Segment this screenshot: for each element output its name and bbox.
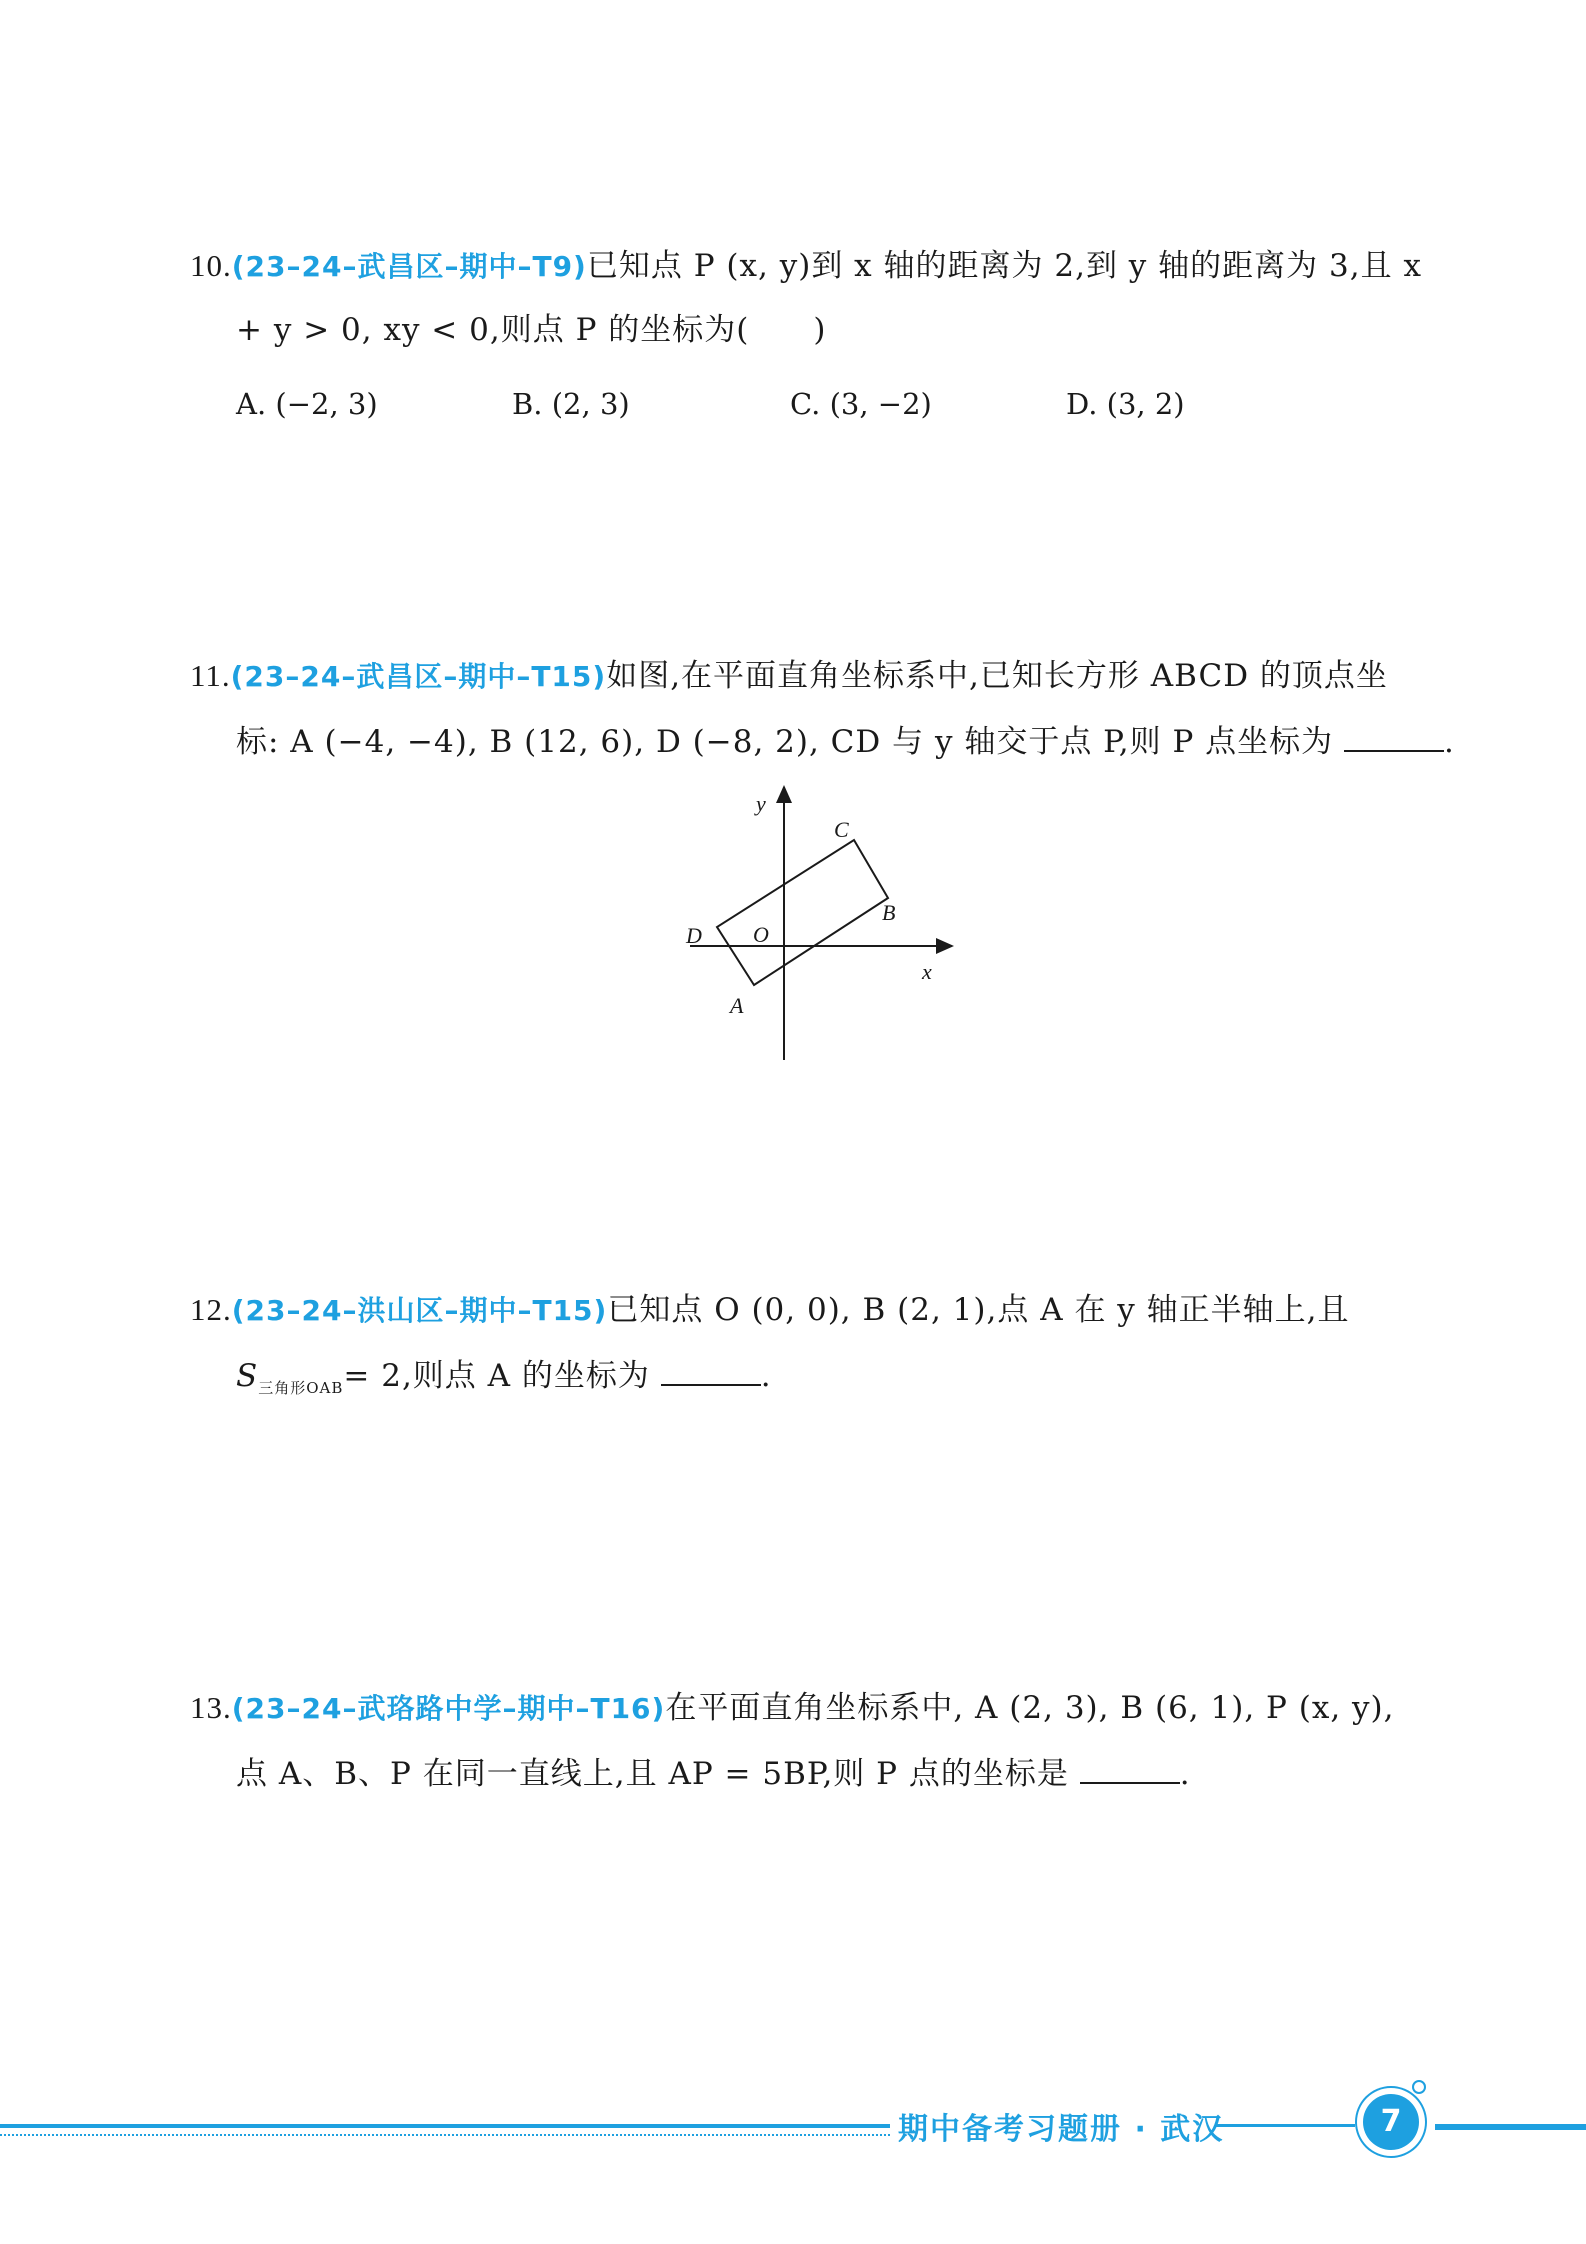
question-11-line2: [236, 722, 1455, 762]
question-text: 已知点 P (x, y)到 x 轴的距离为 2,到 y 轴的距离为 3,且 x: [586, 248, 1422, 284]
question-13-line1: [190, 1688, 1395, 1729]
question-text: 如图,在平面直角坐标系中,已知长方形 ABCD 的顶点坐: [606, 658, 1388, 694]
question-number: 12.: [190, 1292, 232, 1327]
label-x: x: [922, 959, 932, 984]
question-number: 11.: [190, 658, 231, 693]
question-number: 10.: [190, 248, 232, 283]
question-text: 点 A、B、P 在同一直线上,且 AP = 5BP,则 P 点的坐标是: [236, 1756, 1069, 1792]
option-a: A. (−2, 3): [236, 387, 378, 421]
question-text: 在平面直角坐标系中, A (2, 3), B (6, 1), P (x, y),: [665, 1690, 1395, 1726]
badge-dot-icon: [1412, 2080, 1426, 2094]
rectangle-abcd: [717, 840, 888, 985]
question-10-line2: + y > 0, xy < 0,则点 P 的坐标为( ): [236, 312, 827, 348]
label-c: C: [834, 817, 849, 842]
area-symbol: S: [236, 1358, 259, 1394]
answer-blank[interactable]: [1080, 1754, 1180, 1784]
label-d: D: [686, 923, 702, 948]
footer-title: 期中备考习题册 · 武汉: [898, 2112, 1225, 2147]
option-b: B. (2, 3): [512, 387, 630, 421]
question-11-line1: [190, 656, 1388, 697]
label-y: y: [756, 791, 766, 816]
footer-rule-right: [1435, 2124, 1586, 2130]
area-subscript: 三角形OAB: [258, 1379, 344, 1398]
question-12-line2: [236, 1356, 772, 1408]
label-a: A: [730, 993, 744, 1018]
answer-blank[interactable]: [661, 1356, 761, 1386]
footer-rule-mid: [1215, 2124, 1355, 2127]
period: .: [1179, 1756, 1191, 1792]
answer-blank[interactable]: [1344, 722, 1444, 752]
footer-rule: [0, 2124, 890, 2128]
label-b: B: [882, 900, 896, 925]
option-c: C. (3, −2): [790, 387, 932, 421]
label-o: O: [753, 922, 769, 947]
question-text: = 2,则点 A 的坐标为: [343, 1358, 650, 1394]
question-13-line2: [236, 1754, 1191, 1794]
footer-dotted-rule: [0, 2134, 890, 2136]
question-number: 13.: [190, 1690, 232, 1725]
question-source: (23–24–武珞路中学–期中–T16): [231, 1692, 666, 1725]
coordinate-figure: [660, 775, 980, 1075]
period: .: [760, 1358, 772, 1394]
question-text: 标: A (−4, −4), B (12, 6), D (−8, 2), CD 与 y 轴交于点 P,则 P 点坐标为: [236, 724, 1334, 760]
page-number: 7: [1363, 2094, 1419, 2150]
question-source: (23–24–武昌区–期中–T9): [231, 250, 587, 283]
option-d: D. (3, 2): [1066, 387, 1185, 421]
question-source: (23–24–武昌区–期中–T15): [230, 660, 607, 693]
question-12-line1: [190, 1290, 1350, 1331]
period: .: [1444, 724, 1455, 760]
question-text: 已知点 O (0, 0), B (2, 1),点 A 在 y 轴正半轴上,且: [607, 1292, 1350, 1328]
question-source: (23–24–洪山区–期中–T15): [231, 1294, 608, 1327]
question-10-line1: [190, 246, 1422, 287]
